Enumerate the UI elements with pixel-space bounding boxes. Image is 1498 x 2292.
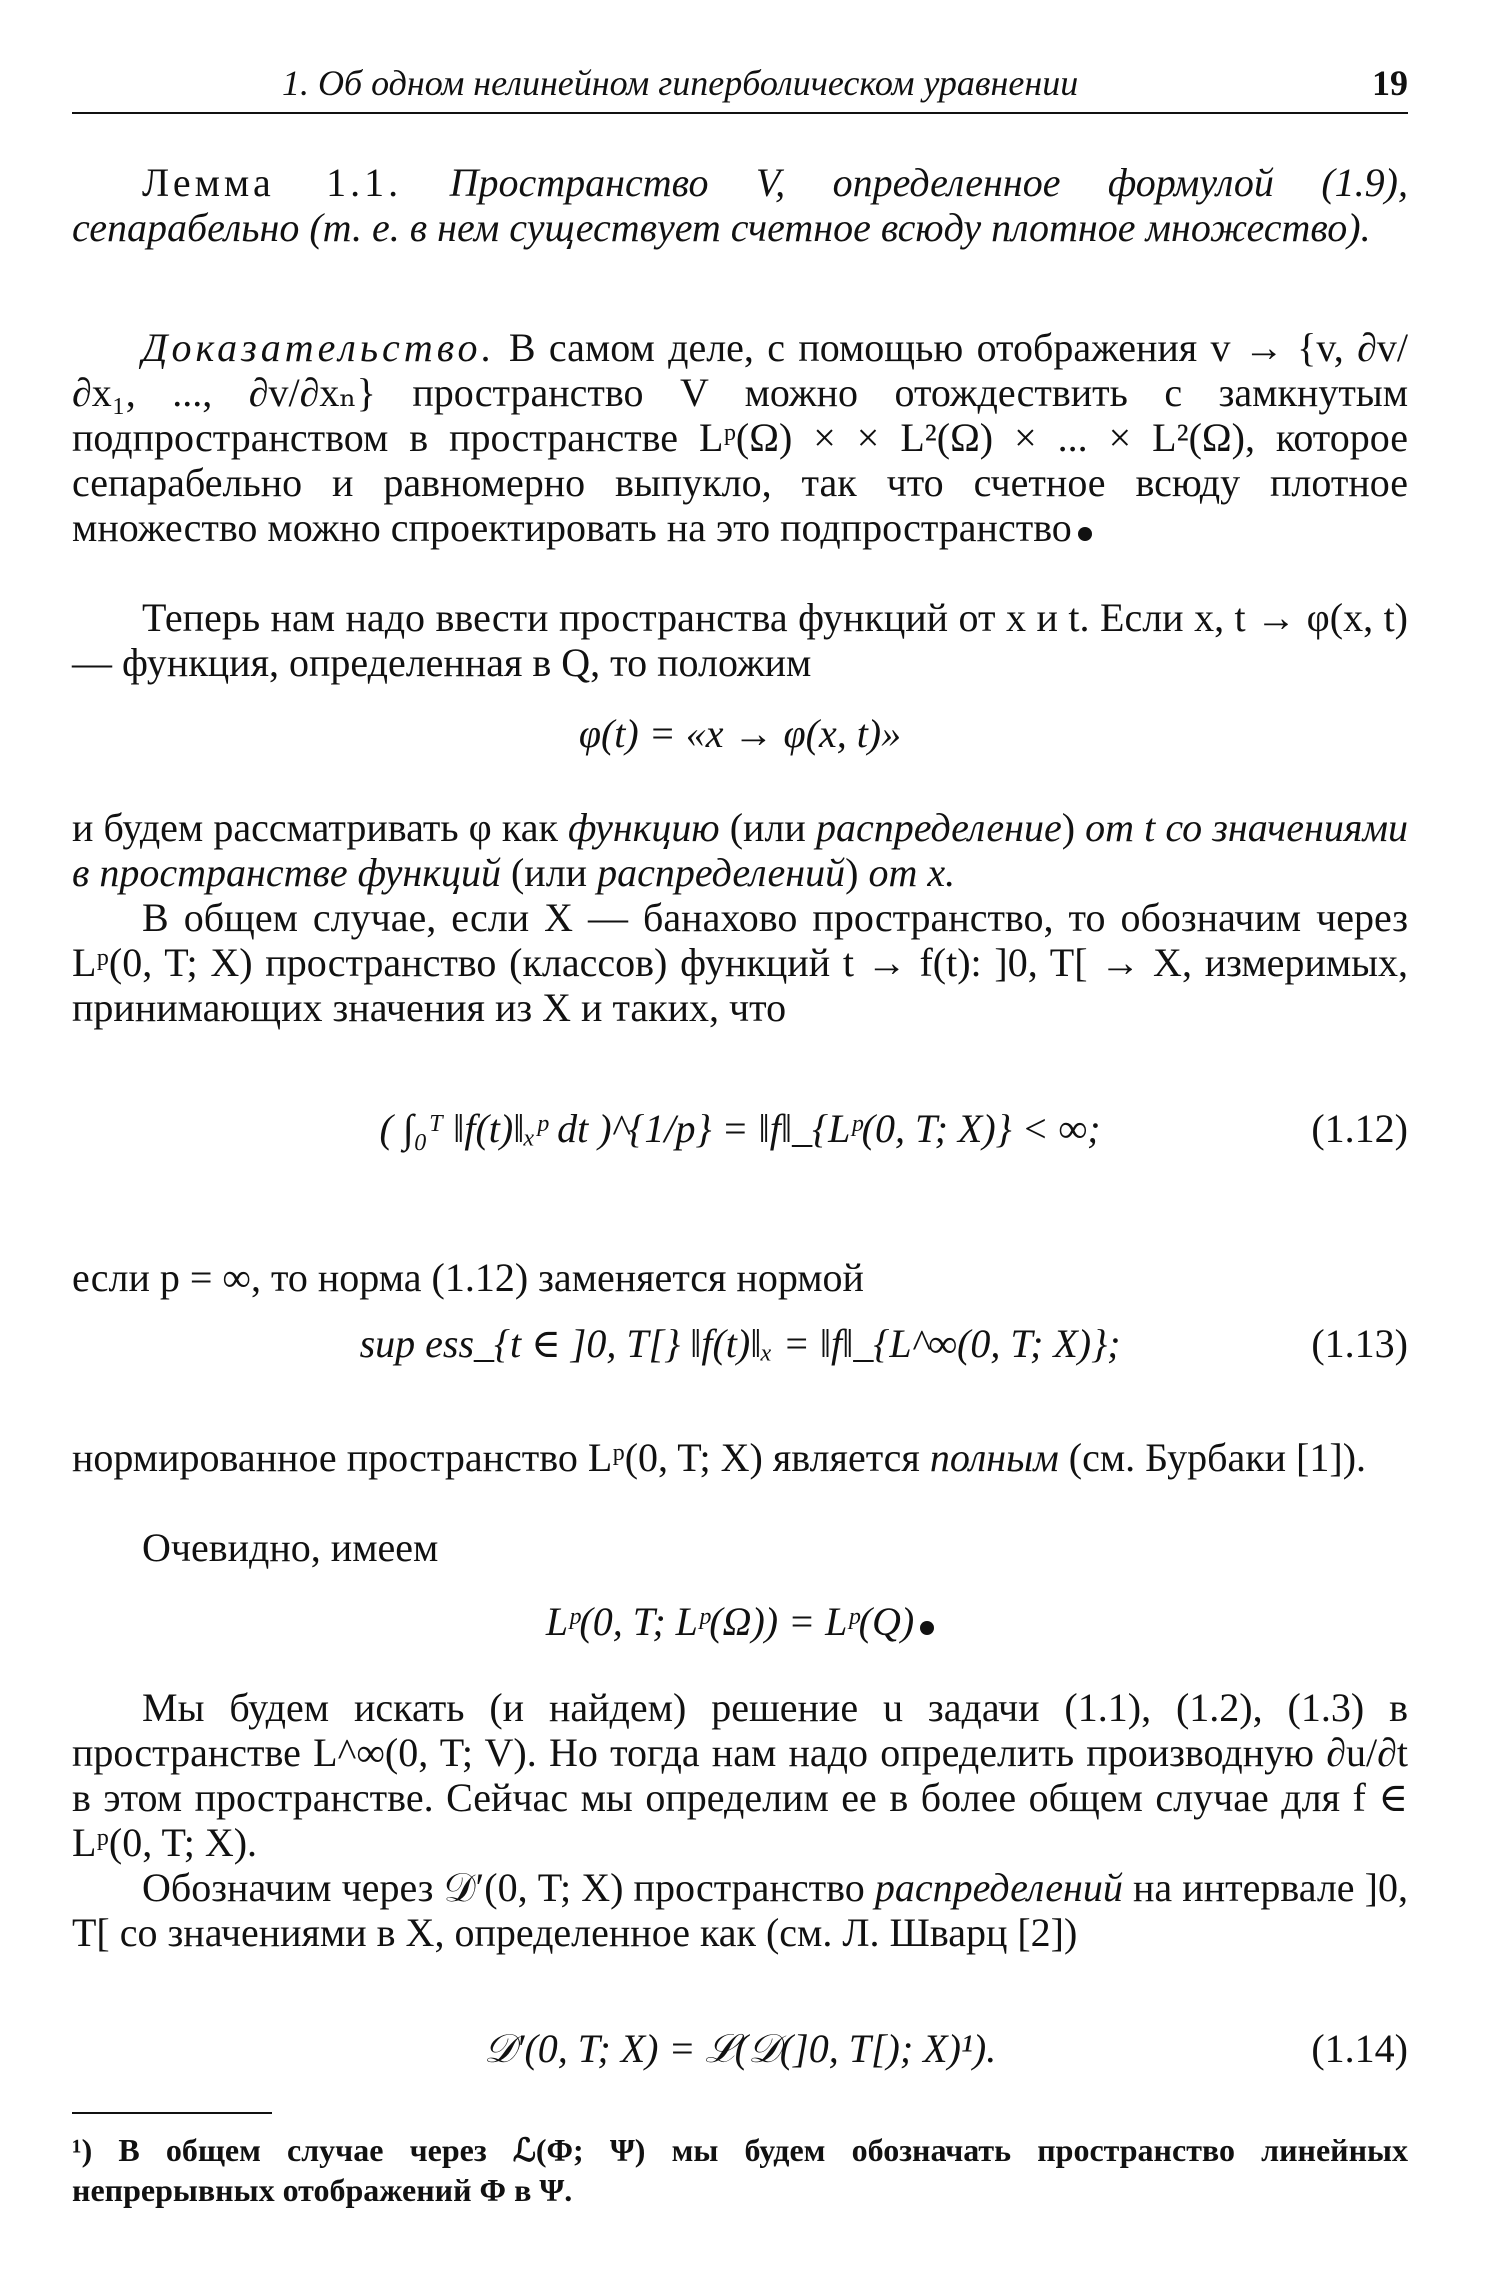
end-of-statement-mark <box>920 1621 934 1635</box>
text-segment: (или <box>719 805 816 850</box>
text-segment: на интервале ]0, T[ со значениями в X, определенное как (см. Л. Шварц [2]) <box>72 1865 1408 1955</box>
text-segment-italic: от t со значениями в пространстве функций <box>72 805 1408 895</box>
functions-consider-block <box>72 805 1408 895</box>
formula-1-12 <box>72 1105 1408 1152</box>
formula-1-13-text: sup ess_{t ∈ ]0, T[} ‖f(t)‖ₓ = ‖f‖_{L^∞(0, T; X)}; <box>359 1321 1121 1366</box>
functions-intro-block <box>72 595 1408 685</box>
evident-text: Очевидно, имеем <box>142 1525 439 1570</box>
text-segment-italic: полным <box>929 1435 1059 1480</box>
lemma-paragraph <box>72 160 1408 250</box>
inf-norm-text: если p = ∞, то норма (1.12) заменяется нормой <box>72 1255 864 1300</box>
formula-1-12-text: ( ∫₀ᵀ ‖f(t)‖ₓᵖ dt )^{1/p} = ‖f‖_{Lᵖ(0, T; X)} < ∞; <box>379 1106 1101 1151</box>
complete-space-block <box>72 1435 1408 1480</box>
footnote: ¹) В общем случае через ℒ(Φ; Ψ) мы будем обозначать пространство линейных непрерывных отображений Φ в Ψ. <box>72 2132 1408 2208</box>
banach-block <box>72 895 1408 1030</box>
running-title: 1. Об одном нелинейном гиперболическом уравнении <box>282 63 1079 103</box>
functions-intro-text: Теперь нам надо ввести пространства функций от x и t. Если x, t → φ(x, t) — функция, определенная в Q, то положим <box>72 595 1408 685</box>
page-number: 19 <box>1372 63 1408 103</box>
text-segment-italic: распределений <box>874 1865 1123 1910</box>
text-segment-italic: распределений <box>597 850 846 895</box>
text-segment: ) <box>845 850 869 895</box>
equation-number-1-12: (1.12) <box>1311 1106 1408 1151</box>
formula-1-13 <box>72 1320 1408 1367</box>
formula-phi-text: φ(t) = «x → φ(x, t)» <box>578 711 902 756</box>
distributions-block <box>72 1865 1408 1955</box>
proof-text: В самом деле, с помощью отображения v → {v, ∂v/∂x₁, ..., ∂v/∂xₙ} пространство V можно отождествить с замкнутым подпространством в пространстве Lᵖ(Ω) × × L²(Ω) × ... × L²(Ω), которое сепарабельно и равномерно выпукло, так что счетное всюду плотное множество можно спроектировать на это подпространство <box>72 325 1408 550</box>
formula-lp-equality <box>72 1598 1408 1645</box>
evident-block <box>72 1525 1408 1570</box>
formula-1-14 <box>72 2025 1408 2072</box>
proof-label: Доказательство. <box>142 325 496 370</box>
text-segment: Обозначим через 𝒟′(0, T; X) пространство <box>142 1865 875 1910</box>
solution-text: Мы будем искать (и найдем) решение u задачи (1.1), (1.2), (1.3) в пространстве L^∞(0, T; V). Но тогда нам надо определить производную ∂u/∂t в этом пространстве. Сейчас мы определим ее в более общем случае для f ∈ Lᵖ(0, T; X). <box>72 1685 1408 1865</box>
text-segment: и будем рассматривать φ как <box>72 805 569 850</box>
footnote-separator <box>72 2112 272 2114</box>
text-segment-italic: распределение <box>815 805 1062 850</box>
text-segment: (или <box>500 850 598 895</box>
end-of-proof-mark <box>1078 527 1092 541</box>
text-segment-italic: от x. <box>868 850 956 895</box>
inf-norm-block <box>72 1255 1408 1300</box>
formula-lp-equality-row <box>72 1598 1408 1645</box>
formula-1-14-text: 𝒟′(0, T; X) = ℒ(𝒟(]0, T[); X)¹). <box>483 2026 997 2071</box>
solution-block <box>72 1685 1408 1865</box>
formula-lp-equality-text: Lᵖ(0, T; Lᵖ(Ω)) = Lᵖ(Q) <box>545 1599 915 1644</box>
proof-paragraph <box>72 325 1408 550</box>
text-segment: ) <box>1061 805 1086 850</box>
functions-consider-paragraph <box>72 805 1408 895</box>
banach-text: В общем случае, если X — банахово пространство, то обозначим через Lᵖ(0, T; X) пространство (классов) функций t → f(t): ]0, T[ → X, измеримых, принимающих значения из X и таких, что <box>72 895 1408 1030</box>
formula-phi <box>72 710 1408 757</box>
text-segment: нормированное пространство Lᵖ(0, T; X) является <box>72 1435 930 1480</box>
proof-block <box>72 325 1408 550</box>
complete-space-paragraph <box>72 1435 1408 1480</box>
lemma-block <box>72 160 1408 250</box>
equation-number-1-13: (1.13) <box>1311 1321 1408 1366</box>
lemma-label: Лемма 1.1. <box>142 160 403 205</box>
text-segment: (см. Бурбаки [1]). <box>1058 1435 1367 1480</box>
lemma-text: Пространство V, определенное формулой (1.9), сепарабельно (т. е. в нем существует счетное всюду плотное множество). <box>72 160 1408 250</box>
running-header <box>72 62 1408 114</box>
equation-number-1-14: (1.14) <box>1311 2026 1408 2071</box>
text-segment-italic: функцию <box>568 805 720 850</box>
distributions-paragraph <box>72 1865 1408 1955</box>
